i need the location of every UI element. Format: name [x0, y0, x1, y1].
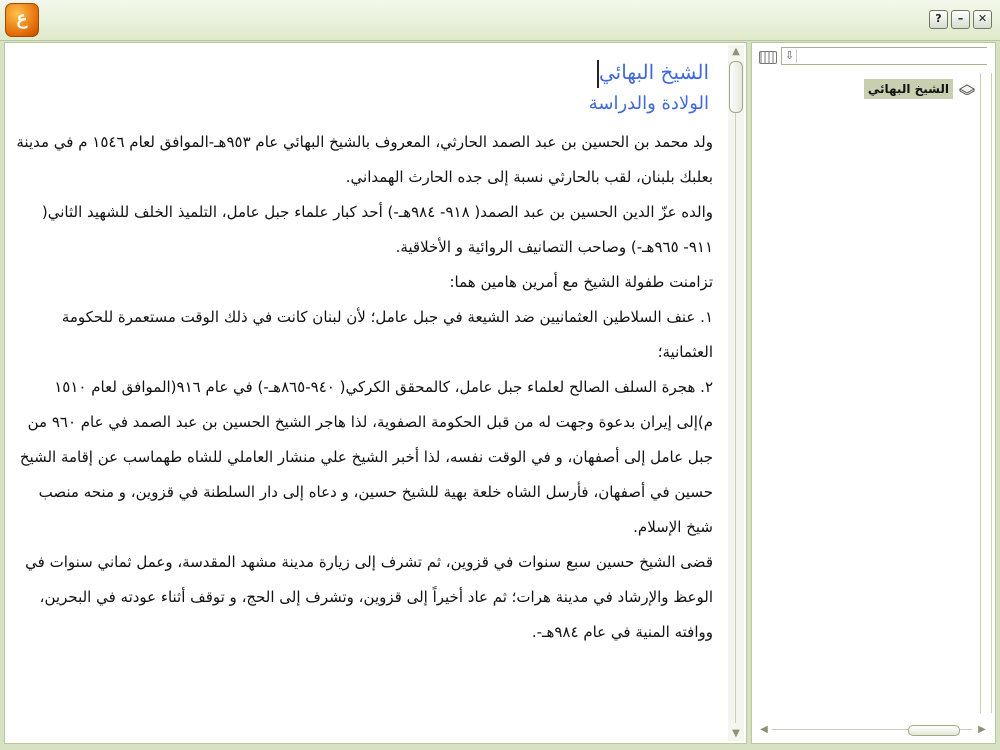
section-heading: الولادة والدراسة: [588, 93, 709, 114]
paragraph-1: ولد محمد بن الحسين بن عبد الصمد الحارثي، المعروف بالشيخ البهائي عام ٩٥٣هـ-الموافق لعام ١٥٤٦ م في مدينة بعلبك بلبنان، لقب بالحارثي نسبة إلى جده الحارث الهمداني.: [16, 133, 713, 186]
window-controls: [929, 10, 992, 29]
title-bar: [0, 0, 1000, 41]
toc-item-sheikh-bahai[interactable]: الشيخ البهائي: [864, 79, 953, 99]
paragraph-4: ١. عنف السلاطين العثمانيين ضد الشيعة في جبل عامل؛ لأن لبنان كانت في ذلك الوقت مستعمرة للحكومة العثمانية؛: [61, 308, 713, 361]
toc-sidebar: [751, 42, 996, 744]
toc-tree: [864, 79, 975, 99]
paragraph-2: والده عزّ الدين الحسين بن عبد الصمد( ٩١٨- ٩٨٤هـ-) أحد كبار علماء جبل عامل، التلميذ الخلف للشهيد الثاني( ٩١١- ٩٦٥هـ-) وصاحب التصانيف الروائية و الأخلاقية.: [41, 203, 713, 256]
close-button[interactable]: ✕: [973, 10, 992, 29]
keyboard-icon[interactable]: [759, 51, 777, 64]
search-box: [781, 47, 987, 65]
document-pane: [4, 42, 747, 744]
book-icon: [959, 83, 975, 95]
paragraph-3: تزامنت طفولة الشيخ مع أمرين هامين هما:: [449, 273, 713, 291]
document-title-row: [15, 55, 713, 89]
scrollbar-thumb[interactable]: [729, 61, 743, 113]
app-logo-icon: ع: [5, 3, 39, 37]
scroll-down-arrow-icon[interactable]: ▼: [732, 728, 740, 739]
paragraph-6: قضى الشيخ حسين سبع سنوات في قزوين، ثم تشرف إلى زيارة مدينة مشهد المقدسة، وعمل ثماني سنوات في الوعظ والإرشاد في مدينة هرات؛ ثم عاد أخيراً إلى قزوين، وتشرف إلى الحج، و توقف أثناء عودته في البحرين، ووافته المنية في عام ٩٨٤هـ-.: [25, 553, 713, 641]
scroll-left-arrow-icon[interactable]: ◀: [760, 724, 768, 735]
scroll-up-arrow-icon[interactable]: ▲: [732, 46, 740, 57]
document-text[interactable]: [5, 43, 727, 743]
document-scrollbar[interactable]: [728, 45, 744, 741]
document-title: الشيخ البهائي: [598, 60, 709, 84]
search-arrow-icon[interactable]: ⇩: [783, 49, 797, 63]
minimize-button[interactable]: –: [951, 10, 970, 29]
scrollbar-track: [735, 63, 736, 723]
paragraph-5: ٢. هجرة السلف الصالح لعلماء جبل عامل، كالمحقق الكركي( ٩٤٠-٨٦٥هـ-) في عام ٩١٦(الموافق لعام ١٥١٠ م)إلى إيران بدعوة وجهت له من قبل الحكومة الصفوية، لذا هاجر الشيخ الحسين بن عبد الصمد في عام ٩٦٠ من جبل عامل إلى أصفهان، و في الوقت نفسه، لذا أخبر الشيخ علي منشار العاملي للشاه طهماسب عن إقامة الشيخ حسين في أصفهان، فأرسل الشاه خلعة بهية للشيخ حسين، و دعاه إلى دار السلطنة في قزوين، و منحه منصب شيخ الإسلام.: [19, 378, 713, 536]
help-button[interactable]: ?: [929, 10, 948, 29]
scroll-right-arrow-icon[interactable]: ▶: [978, 724, 986, 735]
horizontal-scrollbar-thumb[interactable]: [908, 725, 960, 736]
sidebar-horizontal-scrollbar[interactable]: [758, 723, 988, 737]
sidebar-vertical-scrollbar[interactable]: [980, 73, 992, 713]
search-input[interactable]: [798, 48, 990, 64]
search-bar: [757, 47, 989, 67]
